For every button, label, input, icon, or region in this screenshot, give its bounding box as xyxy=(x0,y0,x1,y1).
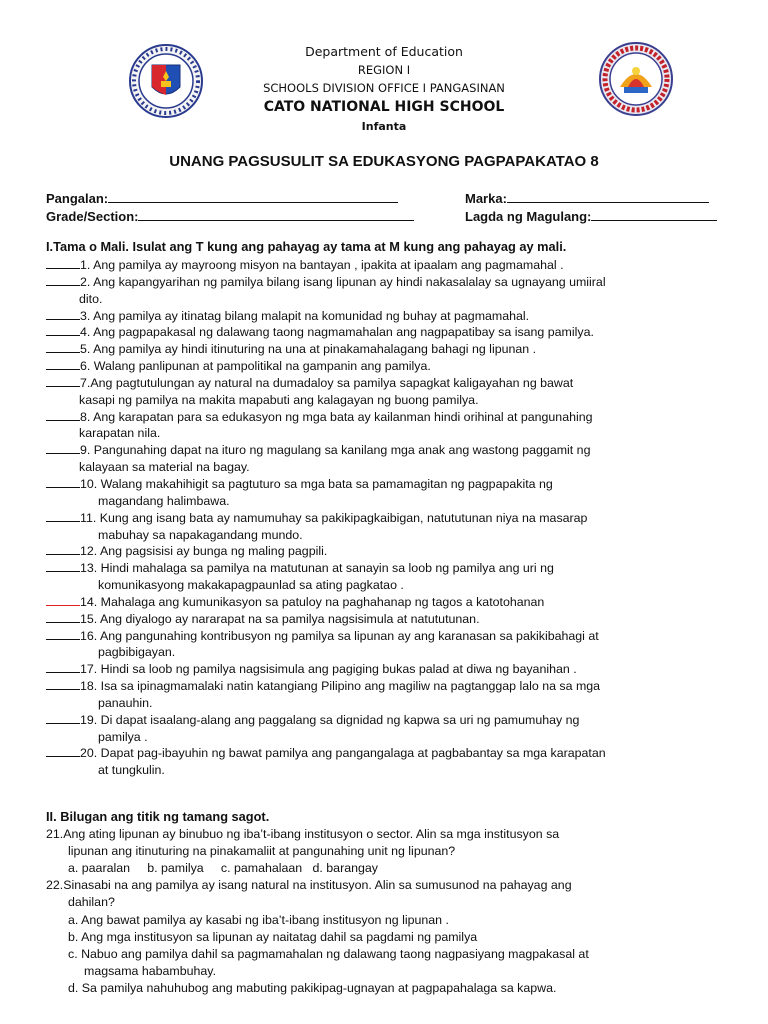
item-row xyxy=(46,324,736,341)
answer-blank[interactable] xyxy=(46,661,80,673)
item-row xyxy=(46,257,736,274)
item-text: 10. Walang makahihigit sa pagtuturo sa mga bata sa pamamagitan ng pagpapakita ng xyxy=(80,476,553,491)
item-text: 18. Isa sa ipinagmamalaki natin katangiang Pilipino ang magiliw na pagtanggap lalo na sa mga xyxy=(80,679,601,694)
item-row xyxy=(46,510,736,527)
answer-blank[interactable] xyxy=(46,358,80,370)
item-text: 13. Hindi mahalaga sa pamilya na matutunan at sanayin sa loob ng pamilya ang uri ng xyxy=(80,561,554,576)
item-row xyxy=(46,341,736,358)
item-continuation: panauhin. xyxy=(98,695,153,710)
marka-field[interactable] xyxy=(465,191,709,206)
answer-blank[interactable] xyxy=(46,476,80,488)
item-continuation: karapatan nila. xyxy=(79,426,161,441)
question-22-option-c-cont: magsama habambuhay. xyxy=(84,963,217,978)
item-text: 4. Ang pagpapakasal ng dalawang taong nagmamahalan ang nagpapatibay sa isang pamilya. xyxy=(80,325,594,340)
item-row xyxy=(46,712,736,729)
item-text: 3. Ang pamilya ay itinatag bilang malapit na komunidad ng buhay at pagmamahal. xyxy=(80,308,530,323)
grade-section-line xyxy=(138,209,414,221)
question-22-option-c[interactable]: c. Nabuo ang pamilya dahil sa pagmamahalan ng dalawang taong nagpasiyang magpakasal at xyxy=(68,946,589,961)
question-22-option-d[interactable]: d. Sa pamilya nahuhubog ang mabuting pakikipag-ugnayan at pagpapahalaga sa kapwa. xyxy=(68,980,557,995)
item-text: 11. Kung ang isang bata ay namumuhay sa pakikipagkaibigan, natututunan niya na masarap xyxy=(80,510,588,525)
true-false-items xyxy=(46,257,736,779)
answer-blank[interactable] xyxy=(46,678,80,690)
lagda-label: Lagda ng Magulang: xyxy=(465,209,592,224)
item-text: 2. Ang kapangyarihan ng pamilya bilang isang lipunan ay hindi nakasalalay sa ugnayang umiiral xyxy=(80,274,606,289)
item-row xyxy=(46,628,736,645)
answer-blank[interactable] xyxy=(46,442,80,454)
region-label: REGION I xyxy=(357,63,411,77)
answer-blank[interactable] xyxy=(46,594,80,606)
item-text: 5. Ang pamilya ay hindi itinuturing na una at pinakamahalagang bahagi ng lipunan . xyxy=(80,342,537,357)
item-continuation: magandang halimbawa. xyxy=(98,493,230,508)
item-row xyxy=(46,375,736,392)
item-text: 12. Ang pagsisisi ay bunga ng maling pagpili. xyxy=(80,544,328,559)
item-text: 1. Ang pamilya ay mayroong misyon na bantayan , ipakita at ipaalam ang pagmamahal . xyxy=(80,258,564,272)
answer-blank[interactable] xyxy=(46,543,80,555)
question-21-options[interactable]: a. paaralan b. pamilya c. pamahalaan d. barangay xyxy=(68,861,378,876)
item-row xyxy=(46,308,736,325)
item-text: 16. Ang pangunahing kontribusyon ng pamilya sa lipunan ay ang karanasan sa pakikibahagi at xyxy=(80,628,599,643)
exam-title: UNANG PAGSUSULIT SA EDUKASYONG PAGPAPAKATAO 8 xyxy=(169,153,599,170)
answer-blank[interactable] xyxy=(46,409,80,421)
answer-blank[interactable] xyxy=(46,308,80,320)
item-text: 7.Ang pagtutulungan ay natural na dumadaloy sa pamilya sapagkat kaligayahan ng bawat xyxy=(80,375,574,390)
question-21: 21.Ang ating lipunan ay binubuo ng iba’t-ibang institusyon o sector. Alin sa mga institusyon sa xyxy=(46,827,560,842)
grade-section-field[interactable] xyxy=(46,209,414,224)
item-continuation: dito. xyxy=(79,291,103,306)
department-label: Department of Education xyxy=(305,44,463,59)
pangalan-line xyxy=(108,191,398,203)
part1-heading: I.Tama o Mali. Isulat ang T kung ang pahayag ay tama at M kung ang pahayag ay mali. xyxy=(46,239,567,254)
item-row xyxy=(46,594,736,611)
answer-blank[interactable] xyxy=(46,611,80,623)
answer-blank[interactable] xyxy=(46,274,80,286)
item-row xyxy=(46,476,736,493)
pangalan-field[interactable] xyxy=(46,191,398,206)
item-continuation: pamilya . xyxy=(98,729,148,744)
answer-blank[interactable] xyxy=(46,560,80,572)
answer-blank[interactable] xyxy=(46,341,80,353)
item-row xyxy=(46,611,736,628)
grade-section-label: Grade/Section: xyxy=(46,209,139,224)
item-row xyxy=(46,745,736,762)
item-continuation: mabuhay sa napakagandang mundo. xyxy=(98,527,303,542)
item-text: 15. Ang diyalogo ay nararapat na sa pamilya nagsisimula at natututunan. xyxy=(80,611,480,626)
question-22-cont: dahilan? xyxy=(68,895,115,910)
marka-line xyxy=(507,191,709,203)
item-text: 19. Di dapat isaalang-alang ang paggalang sa dignidad ng kapwa sa uri ng pamumuhay ng xyxy=(80,712,580,727)
lagda-line xyxy=(591,209,717,221)
item-row xyxy=(46,560,736,577)
part2-heading: II. Bilugan ang titik ng tamang sagot. xyxy=(46,809,270,824)
question-21-cont: lipunan ang itinuturing na pinakamaliit at pangunahing unit ng lipunan? xyxy=(68,844,456,859)
item-row xyxy=(46,274,736,291)
item-row xyxy=(46,661,736,678)
pangalan-label: Pangalan: xyxy=(46,191,109,206)
item-text: 6. Walang panlipunan at pampolitikal na gampanin ang pamilya. xyxy=(80,359,431,374)
lagda-field[interactable] xyxy=(465,209,717,224)
answer-blank[interactable] xyxy=(46,257,80,269)
item-row xyxy=(46,409,736,426)
answer-blank[interactable] xyxy=(46,712,80,724)
item-text: 8. Ang karapatan para sa edukasyon ng mga bata ay kailanman hindi orihinal at pangunahing xyxy=(80,409,593,424)
question-22: 22.Sinasabi na ang pamilya ay isang natural na institusyon. Alin sa sumusunod na pahayag ang xyxy=(46,878,572,893)
marka-label: Marka: xyxy=(465,191,507,206)
item-text: 20. Dapat pag-ibayuhin ng bawat pamilya ang pangangalaga at pagbabantay sa mga karapatan xyxy=(80,746,606,761)
division-label: SCHOOLS DIVISION OFFICE I PANGASINAN xyxy=(263,81,505,95)
item-row xyxy=(46,678,736,695)
item-continuation: at tungkulin. xyxy=(98,763,165,778)
item-row xyxy=(46,358,736,375)
question-22-option-a[interactable]: a. Ang bawat pamilya ay kasabi ng iba’t-ibang institusyon ng lipunan . xyxy=(68,912,449,927)
answer-blank[interactable] xyxy=(46,375,80,387)
answer-blank[interactable] xyxy=(46,745,80,757)
multiple-choice-section xyxy=(46,808,736,997)
item-text: 9. Pangunahing dapat na ituro ng magulang sa kanilang mga anak ang wastong paggamit ng xyxy=(80,443,591,458)
question-22-option-b[interactable]: b. Ang mga institusyon sa lipunan ay naitatag dahil sa pagdami ng pamilya xyxy=(68,929,478,944)
item-text: 14. Mahalaga ang kumunikasyon sa patuloy na paghahanap ng tagos a katotohanan xyxy=(80,594,545,609)
item-text: 17. Hindi sa loob ng pamilya nagsisimula ang pagiging bukas palad at diwa ng bayanihan . xyxy=(80,662,577,677)
item-continuation: kalayaan sa material na bagay. xyxy=(79,460,250,475)
item-continuation: kasapi ng pamilya na makita mapabuti ang kalagayan ng buong pamilya. xyxy=(79,392,479,407)
answer-blank[interactable] xyxy=(46,510,80,522)
town-label: Infanta xyxy=(361,120,407,133)
item-continuation: komunikasyong makakapagpaunlad sa ating pagkatao . xyxy=(98,578,404,593)
answer-blank[interactable] xyxy=(46,628,80,640)
answer-blank[interactable] xyxy=(46,324,80,336)
school-name: CATO NATIONAL HIGH SCHOOL xyxy=(263,99,505,115)
item-row xyxy=(46,442,736,459)
item-continuation: pagbibigayan. xyxy=(98,645,176,660)
item-row xyxy=(46,543,736,560)
